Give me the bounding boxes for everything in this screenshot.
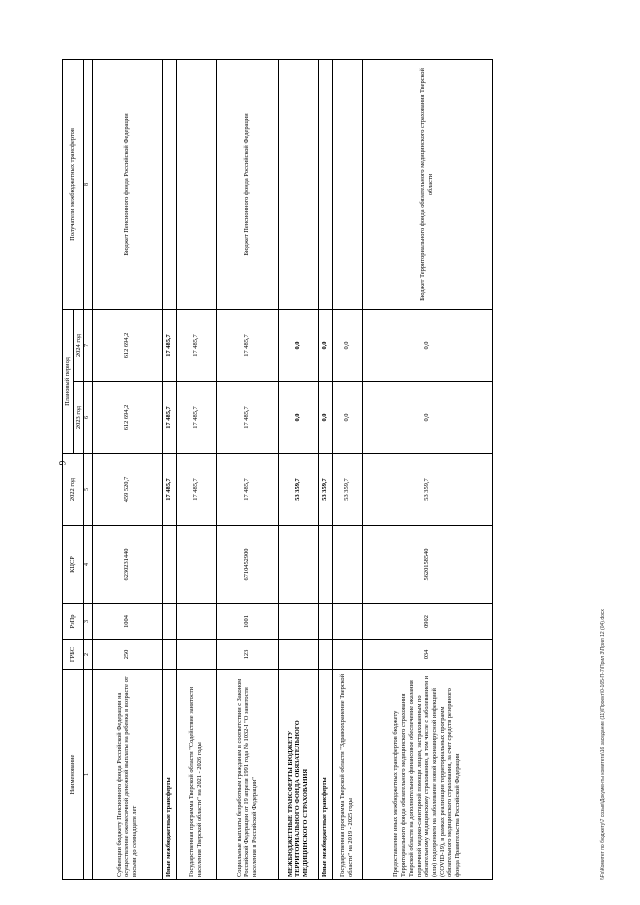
row-kcsr	[318, 526, 332, 604]
table-row	[92, 59, 162, 879]
col-index: 7	[84, 309, 92, 381]
row-2023: 0,0	[278, 382, 318, 454]
col-index: 2	[84, 640, 92, 670]
page-number: 9	[57, 460, 68, 466]
row-kcsr: 5620158540	[362, 526, 492, 604]
row-2022: 53 359,7	[318, 454, 332, 526]
row-2024: 17 485,7	[216, 309, 278, 381]
row-kcsr: 6230231440	[92, 526, 162, 604]
row-rzpr: 1001	[216, 604, 278, 640]
row-name: Иные межбюджетные трансферты	[318, 670, 332, 880]
row-2023: 17 485,7	[176, 382, 216, 454]
row-rzpr: 1004	[92, 604, 162, 640]
col-index: 3	[84, 604, 92, 640]
row-name: Государственная программа Тверской области "Здравоохранение Тверской области" на 2019 - 2025 годы	[332, 670, 362, 880]
row-rzpr: 0902	[362, 604, 492, 640]
header-recipients: Получатели межбюджетных трансфертов	[63, 59, 84, 309]
row-2023: 612 694,2	[92, 382, 162, 454]
row-grbs	[332, 640, 362, 670]
row-rzpr	[176, 604, 216, 640]
row-recipient	[162, 59, 176, 309]
footer-file-path: \\Fs\Комитет по бюджету\7 созыв\Документы комитета\16 заседание (11)\Проект\0-165-П-7\Прил 3\Прил 12 (04).docx	[600, 609, 606, 880]
row-kcsr	[278, 526, 318, 604]
row-kcsr	[176, 526, 216, 604]
col-index: 6	[84, 382, 92, 454]
row-rzpr	[278, 604, 318, 640]
col-index: 5	[84, 454, 92, 526]
row-recipient: Бюджет Территориального фонда обязательного медицинского страхования Тверской области	[362, 59, 492, 309]
row-name: Государственная программа Тверской области "Содействие занятости населения Тверской области" на 2021 - 2026 годы	[176, 670, 216, 880]
col-index: 8	[84, 59, 92, 309]
row-2024: 0,0	[278, 309, 318, 381]
table-row	[278, 59, 318, 879]
row-grbs	[162, 640, 176, 670]
row-grbs	[176, 640, 216, 670]
row-grbs: 034	[362, 640, 492, 670]
row-2022: 17 485,7	[162, 454, 176, 526]
table-row	[216, 59, 278, 879]
row-recipient: Бюджет Пенсионного фонда Российской Федерации	[216, 59, 278, 309]
row-grbs: 250	[92, 640, 162, 670]
row-2024: 0,0	[332, 309, 362, 381]
header-grbs: ГРБС	[63, 640, 84, 670]
row-grbs: 123	[216, 640, 278, 670]
row-2023: 0,0	[332, 382, 362, 454]
row-2022: 53 359,7	[332, 454, 362, 526]
col-index: 4	[84, 526, 92, 604]
row-kcsr	[162, 526, 176, 604]
header-plan-period: Плановый период	[63, 309, 74, 453]
row-name: МЕЖБЮДЖЕТНЫЕ ТРАНСФЕРТЫ БЮДЖЕТУ ТЕРРИТОРИАЛЬНОГО ФОНДА ОБЯЗАТЕЛЬНОГО МЕДИЦИНСКОГО СТРАХОВАНИЯ	[278, 670, 318, 880]
row-2024: 17 485,7	[162, 309, 176, 381]
row-name: Иные межбюджетные трансферты	[162, 670, 176, 880]
row-name: Предоставление иных межбюджетных трансфертов бюджету Территориального фонда обязательного медицинского страхования Тверской области на дополнительное финансовое обеспечение оказания первичной медико-санитарной помощи лицам, застрахованным по обязательному медицинскому страхованию, в том числе с заболеванием и (или) подозрением на заболевание новой коронавирусной инфекцией (COVID-19), в рамках реализации территориальных программ обязательного медицинского страхования, за счет средств резервного фонда Правительства Российской Федерации	[362, 670, 492, 880]
row-rzpr	[332, 604, 362, 640]
row-2022: 17 485,7	[216, 454, 278, 526]
row-recipient	[278, 59, 318, 309]
col-index: 1	[84, 670, 92, 880]
row-recipient	[318, 59, 332, 309]
row-2023: 17 485,7	[162, 382, 176, 454]
header-2024: 2024 год	[73, 309, 84, 381]
row-2023: 17 485,7	[216, 382, 278, 454]
header-rzpr: РзПр	[63, 604, 84, 640]
table-row	[318, 59, 332, 879]
row-2022: 17 485,7	[176, 454, 216, 526]
row-rzpr	[162, 604, 176, 640]
row-2023: 0,0	[362, 382, 492, 454]
header-kcsr: КЦСР	[63, 526, 84, 604]
row-kcsr: 6710452900	[216, 526, 278, 604]
table-row	[162, 59, 176, 879]
row-name: Субвенции бюджету Пенсионного фонда Российской Федерации на осуществление ежемесячной денежной выплаты на ребенка в возрасте от восьми до семнадцати лет	[92, 670, 162, 880]
table-row	[362, 59, 492, 879]
row-2024: 0,0	[318, 309, 332, 381]
row-recipient	[332, 59, 362, 309]
row-2024: 17 485,7	[176, 309, 216, 381]
table-row	[176, 59, 216, 879]
row-2023: 0,0	[318, 382, 332, 454]
row-2022: 53 359,7	[362, 454, 492, 526]
row-name: Социальные выплаты безработным гражданам в соответствии с Законом Российской Федерации от 19 апреля 1991 года № 1032-I "О занятости населения в Российской Федерации"	[216, 670, 278, 880]
row-2022: 53 359,7	[278, 454, 318, 526]
row-2022: 459 520,7	[92, 454, 162, 526]
header-2022: 2022 год	[63, 454, 84, 526]
table-row	[332, 59, 362, 879]
header-name: Наименование	[63, 670, 84, 880]
row-2024: 0,0	[362, 309, 492, 381]
row-2024: 612 694,2	[92, 309, 162, 381]
row-grbs	[278, 640, 318, 670]
budget-table	[62, 59, 493, 880]
budget-table-sheet	[62, 60, 532, 880]
row-rzpr	[318, 604, 332, 640]
header-2023: 2023 год	[73, 382, 84, 454]
row-grbs	[318, 640, 332, 670]
row-kcsr	[332, 526, 362, 604]
row-recipient: Бюджет Пенсионного фонда Российской Федерации	[92, 59, 162, 309]
row-recipient	[176, 59, 216, 309]
